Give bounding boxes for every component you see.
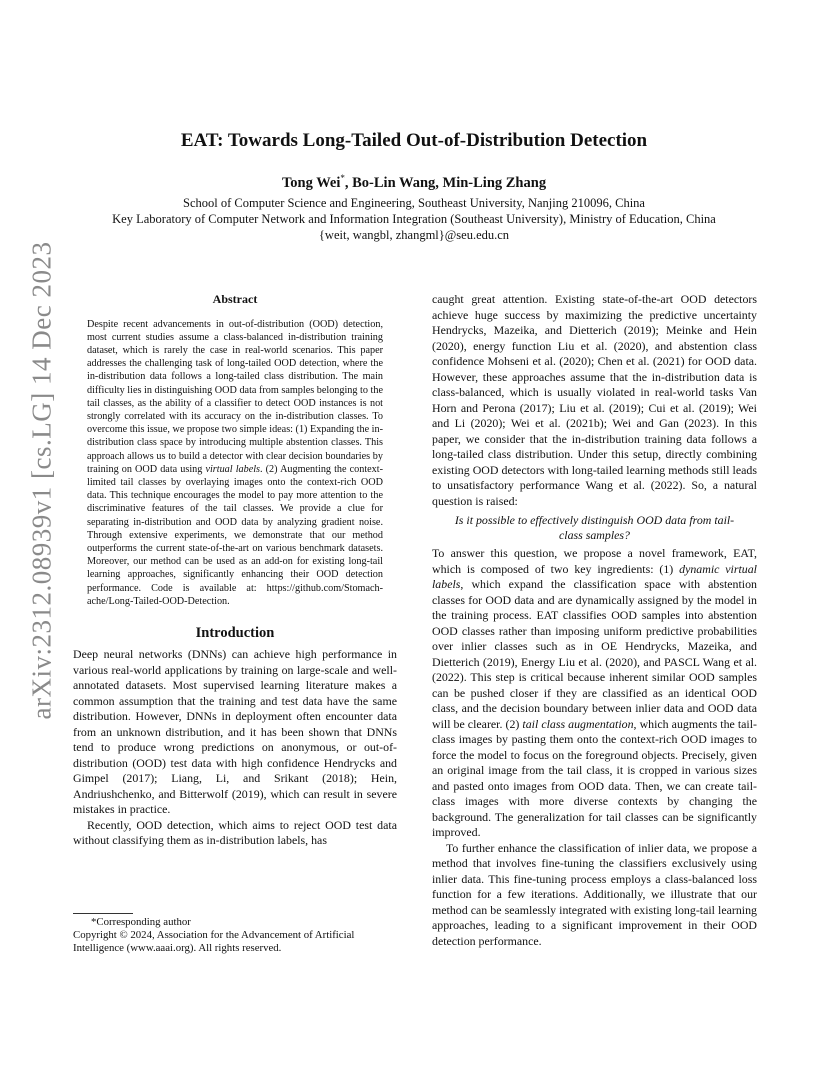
research-question: Is it possible to effectively distinguish OOD data from tail-class samples?: [454, 513, 735, 542]
p2-text-b: , which expand the classification space with abstention classes for OOD data and are dynamically assigned by the model in the training process. EAT classifies OOD samples into abstention OOD classes rather than imposing uniform predictive probabilities over inlier classes such as in OE Hendrycks, Mazeika, and Dietterich (2019), Energy Liu et al. (2020), and PASCL Wang et al. (2022). This step is critical because inherent similar OOD samples can be pushed closer if they are classified as an identical OOD class, and the decision boundary between inlier data and OOD data will be clearer. (2): [432, 577, 757, 731]
right-paragraph-1: caught great attention. Existing state-of-the-art OOD detectors achieve huge success by maximizing the predictive uncertainty Hendrycks, Mazeika, and Dietterich (2019); Meinke and Hein (2020), energy function Liu et al. (2020), and abstention class confidence Mohseni et al. (2020); Chen et al. (2021) for OOD data. However, these approaches assume that the in-distribution data is class-balanced, which is usually violated in real-world tasks Van Horn and Perona (2017); Liu et al. (2019); Cui et al. (2019); Wei and Li (2020); Wei et al. (2021b); Wei and Gan (2023). In this paper, we consider that the in-distribution training data follows a long-tailed class distribution. Under this setup, directly combining existing OOD detectors with long-tailed learning methods still leads to unsatisfactory performance Wang et al. (2022). So, a natural question is raised:: [432, 292, 757, 508]
abstract-italic: virtual labels: [205, 463, 261, 475]
right-column: [432, 292, 757, 949]
intro-paragraph-1: Deep neural networks (DNNs) can achieve high performance in various real-world applications by training on large-scale and well-annotated datasets. Most supervised learning literature makes a common assumption that the training and test data have the same distribution. However, DNNs in deployment often encounter data from an unknown distribution, and it has been shown that DNNs tend to produce wrong predictions on anonymous, or out-of-distribution (OOD) test data with high confidence Hendrycks and Gimpel (2017); Liang, Li, and Srikant (2018); Hein, Andriushchenko, and Bitterwolf (2019), which can result in severe mistakes in practice.: [73, 647, 397, 817]
right-paragraph-3: To further enhance the classification of inlier data, we propose a method that involves fine-tuning the classifiers exclusively using inlier data. This fine-tuning process employs a class-balanced loss function for a few iterations. Additionally, we illustrate that our method can be seamlessly integrated with existing long-tail learning approaches, leading to a significant improvement in their OOD detection performance.: [432, 840, 757, 948]
right-paragraph-2: [432, 546, 757, 841]
intro-paragraph-2: Recently, OOD detection, which aims to reject OOD test data without classifying them as in-distribution labels, has: [73, 817, 397, 848]
paper-title: EAT: Towards Long-Tailed Out-of-Distribution Detection: [180, 130, 648, 151]
abstract-body: [87, 318, 383, 608]
p2-text-a: To answer this question, we propose a novel framework, EAT, which is composed of two key ingredients: (1): [432, 546, 757, 576]
other-authors: , Bo-Lin Wang, Min-Ling Zhang: [344, 174, 547, 191]
affiliation-line-1: School of Computer Science and Engineering, Southeast University, Nanjing 210096, China: [183, 196, 645, 210]
corresponding-author-note: *Corresponding author: [91, 916, 191, 928]
copyright-note: Copyright © 2024, Association for the Advancement of Artificial Intelligence (www.aaai.org). All rights reserved.: [73, 929, 355, 954]
email-line: {weit, wangbl, zhangml}@seu.edu.cn: [318, 228, 510, 242]
first-author: Tong Wei: [281, 174, 341, 191]
introduction-heading: Introduction: [195, 624, 275, 641]
p2-text-c: , which augments the tail-class images by pasting them onto the context-rich OOD images to force the model to focus on the foreground objects. Precisely, given an original image from the tail class, it is cropped in various sizes and pasted onto images from OOD data. Then, we can create tail-class images with more diverse contexts by changing the background. The generalization for tail classes can be significantly improved.: [432, 716, 757, 839]
affiliations: [0, 195, 828, 243]
author-list: [0, 173, 828, 192]
corresponding-mark: *: [340, 173, 345, 183]
arxiv-id-text: arXiv:2312.08939v1 [cs.LG] 14 Dec 2023: [26, 241, 57, 719]
abstract-heading: Abstract: [212, 292, 258, 306]
footnote: [73, 913, 397, 955]
abstract-text-1: Despite recent advancements in out-of-distribution (OOD) detection, most current studies assume a class-balanced in-distribution training dataset, which is rarely the case in real-world scenarios. This paper addresses the challenging task of long-tailed OOD detection, where the in-distribution data follows a long-tailed class distribution. The main difficulty lies in distinguishing OOD data from samples belonging to the tail classes, as the ability of a classifier to detect OOD instances is not strongly correlated with its accuracy on the in-distribution classes. To overcome this issue, we propose two simple ideas: (1) Expanding the in-distribution class space by introducing multiple abstention classes. This approach allows us to build a detector with clear decision boundaries by training on OOD data using: [87, 318, 383, 475]
p2-italic-2: tail class augmentation: [522, 716, 634, 731]
affiliation-line-2: Key Laboratory of Computer Network and Information Integration (Southeast University), Ministry of Education, China: [112, 212, 716, 226]
arxiv-identifier-stamp: [22, 241, 62, 719]
p2-italic-1: dynamic virtual labels: [432, 561, 757, 591]
footnote-rule: [73, 913, 133, 914]
left-column: [73, 292, 397, 849]
abstract-text-2: . (2) Augmenting the context-limited tail classes by overlaying images onto the context-rich OOD data. This technique encourages the model to pay more attention to the discriminative features of the tail classes. We provide a clue for separating in-distribution and OOD data by analyzing gradient noise. Through extensive experiments, we demonstrate that our method outperforms the current state-of-the-art on various benchmark datasets. Moreover, our method can be used as an add-on for existing long-tail learning approaches, significantly enhancing their OOD detection performance. Code is available at: https://github.com/Stomach-ache/Long-Tailed-OOD-Detection.: [87, 463, 384, 607]
